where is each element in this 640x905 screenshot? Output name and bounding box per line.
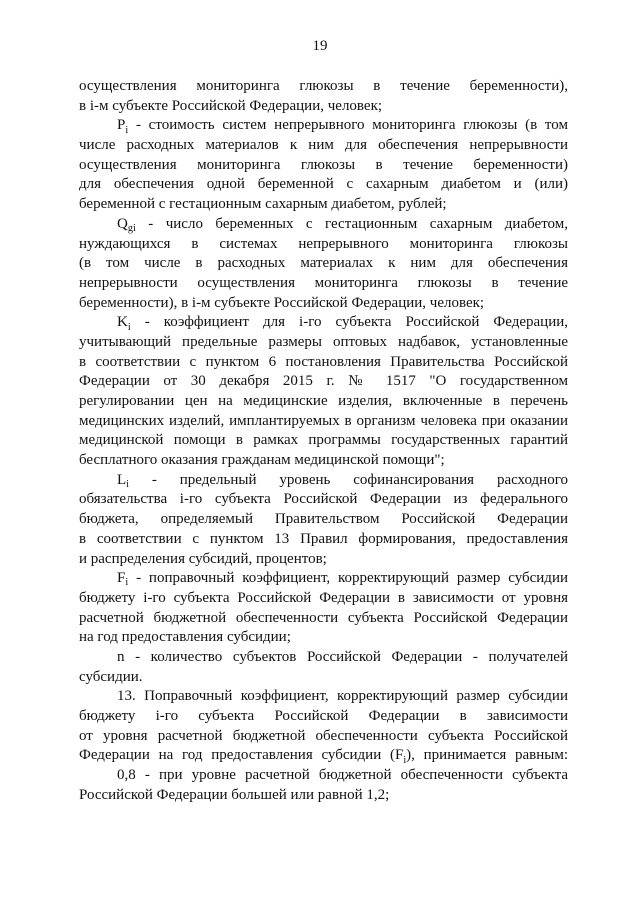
definition-k-i bbox=[79, 313, 568, 471]
text-line: (в том числе в расходных материалах к ним для обеспечения bbox=[79, 255, 568, 272]
text-line bbox=[79, 471, 568, 491]
text-line: расчетной бюджетной обеспеченности субъекта Российской Федерации bbox=[79, 609, 568, 626]
text-line: и распределения субсидий, процентов; bbox=[79, 550, 327, 567]
text-line: бесплатного оказания гражданам медицинской помощи"; bbox=[79, 452, 445, 469]
definition-f-i bbox=[79, 569, 568, 648]
text-line: бюджету i-го субъекта Российской Федерации в зависимости bbox=[79, 708, 568, 724]
line-text: - поправочный коэффициент, корректирующий размер субсидии bbox=[136, 570, 568, 587]
line-text: - число беременных с гестационным сахарным диабетом, bbox=[148, 215, 569, 232]
variable-subscript: i bbox=[403, 754, 407, 766]
text-line: беременной с гестационным сахарным диабетом, рублей; bbox=[79, 196, 447, 213]
text-line bbox=[79, 215, 568, 235]
text-line: учитывающий предельные размеры оптовых надбавок, установленные bbox=[79, 333, 568, 350]
text-line: бюджета, определяемый Правительством Российской Федерации bbox=[79, 511, 568, 528]
variable-subscript: i bbox=[125, 124, 129, 136]
page-number: 19 bbox=[312, 38, 328, 54]
text-line: медицинских изделий, имплантируемых в организм человека при оказании bbox=[79, 412, 568, 429]
text-line: бюджету i-го субъекта Российской Федерации в зависимости от уровня bbox=[79, 589, 568, 606]
line-text: - предельный уровень софинансирования расходного bbox=[151, 471, 568, 488]
clause-13 bbox=[79, 687, 568, 766]
variable-subscript: i bbox=[127, 321, 131, 333]
text-line: обязательства i-го субъекта Российской Федерации из федерального bbox=[79, 491, 568, 508]
text-line: числе расходных материалов к ним для обеспечения непрерывности bbox=[79, 137, 568, 154]
line-text: ), принимается равным: bbox=[406, 747, 568, 764]
text-line: в i-м субъекте Российской Федерации, человек; bbox=[79, 97, 383, 114]
variable-symbol: L bbox=[117, 471, 127, 488]
text-line: беременности), в i-м субъекте Российской Федерации, человек; bbox=[79, 294, 485, 311]
definition-q-gi bbox=[79, 215, 568, 313]
text-line: n - количество субъектов Российской Федерации - получателей bbox=[117, 648, 568, 665]
text-line bbox=[79, 116, 568, 136]
variable-symbol: P bbox=[117, 117, 126, 134]
text-line: в соответствии с пунктом 13 Правил формирования, предоставления bbox=[79, 530, 568, 547]
text-line: 13. Поправочный коэффициент, корректирующий размер субсидии bbox=[117, 688, 568, 705]
text-line: Федерации от 30 декабря 2015 г. № 1517 "О государственном bbox=[79, 373, 568, 390]
variable-subscript: gi bbox=[127, 223, 136, 235]
variable-symbol: F bbox=[394, 747, 404, 764]
line-text: - стоимость систем непрерывного мониторинга глюкозы (в том bbox=[135, 117, 568, 134]
text-line: непрерывности осуществления мониторинга глюкозы в течение bbox=[79, 274, 568, 291]
line-text: - коэффициент для i-го субъекта Российской Федерации, bbox=[144, 314, 568, 331]
variable-symbol: Q bbox=[117, 215, 128, 232]
text-line: от уровня расчетной бюджетной обеспеченности субъекта Российской bbox=[79, 727, 568, 744]
variable-subscript: i bbox=[125, 577, 129, 589]
text-line bbox=[79, 746, 568, 766]
definition-p-i bbox=[79, 116, 568, 214]
definition-n bbox=[79, 648, 568, 687]
text-line: регулировании цен на медицинские изделия, включенные в перечень bbox=[79, 393, 568, 409]
text-line: 0,8 - при уровне расчетной бюджетной обеспеченности субъекта bbox=[117, 767, 568, 784]
text-line bbox=[79, 313, 568, 333]
text-line: осуществления мониторинга глюкозы в течение беременности) bbox=[79, 156, 568, 173]
text-line: нуждающихся в системах непрерывного мониторинга глюкозы bbox=[79, 235, 568, 252]
variable-symbol: F bbox=[117, 570, 126, 587]
variable-symbol: K bbox=[117, 314, 128, 331]
document-body bbox=[79, 77, 568, 805]
text-line: в соответствии с пунктом 6 постановления Правительства Российской bbox=[79, 353, 568, 370]
text-line: осуществления мониторинга глюкозы в течение беременности), bbox=[79, 78, 568, 94]
definition-l-i bbox=[79, 471, 568, 569]
line-text: Федерации на год предоставления субсидии ( bbox=[79, 747, 395, 764]
text-line bbox=[79, 569, 568, 589]
text-line: Российской Федерации большей или равной 1,2; bbox=[79, 786, 390, 803]
text-line: субсидии. bbox=[79, 668, 143, 685]
paragraph-continuation bbox=[79, 77, 568, 116]
text-line: на год предоставления субсидии; bbox=[79, 629, 291, 646]
coefficient-0-8 bbox=[79, 766, 568, 805]
variable-subscript: i bbox=[126, 479, 130, 490]
text-line: медицинской помощи в рамках программы государственных гарантий bbox=[79, 432, 568, 449]
text-line: для обеспечения одной беременной с сахарным диабетом и (или) bbox=[79, 176, 568, 193]
